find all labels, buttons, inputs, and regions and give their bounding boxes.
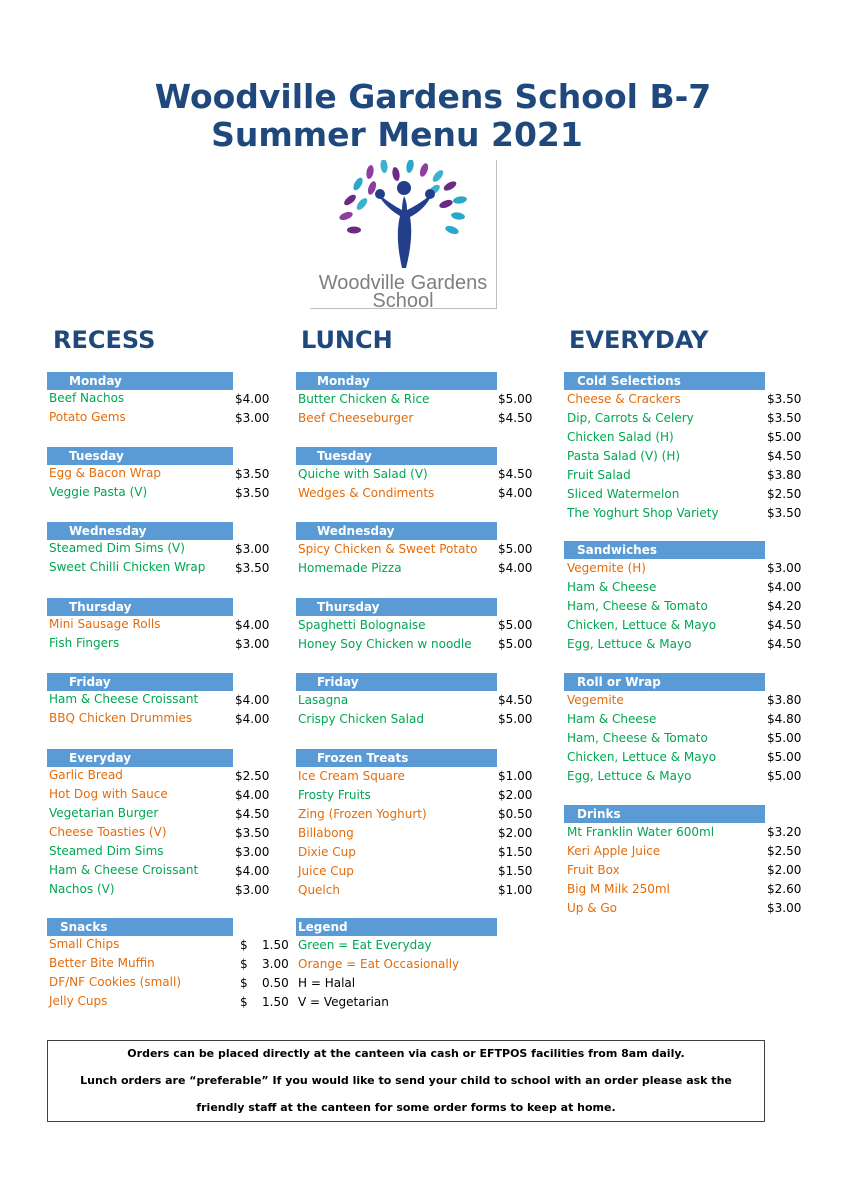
recess-item: Egg & Bacon Wrap bbox=[49, 466, 161, 480]
lunch-item: Spaghetti Bolognaise bbox=[298, 618, 426, 632]
everyday-price: $3.20 bbox=[767, 825, 802, 839]
lunch-item: Zing (Frozen Yoghurt) bbox=[298, 807, 427, 821]
everyday-price: $5.00 bbox=[767, 750, 802, 764]
recess-price: $4.00 bbox=[235, 864, 270, 878]
everyday-item: Big M Milk 250ml bbox=[567, 882, 670, 896]
recess-item: Steamed Dim Sims (V) bbox=[49, 541, 185, 555]
everyday-item: Vegemite bbox=[567, 693, 624, 707]
recess-price: $3.50 bbox=[235, 826, 270, 840]
lunch-price: $1.00 bbox=[498, 883, 533, 897]
everyday-price: $2.50 bbox=[767, 487, 802, 501]
page-subtitle: Summer Menu 2021 bbox=[211, 115, 583, 154]
recess-section-monday: Monday bbox=[47, 372, 233, 390]
recess-section-tuesday: Tuesday bbox=[47, 447, 233, 465]
everyday-item: Ham & Cheese bbox=[567, 580, 657, 594]
recess-price: $3.00 bbox=[235, 883, 270, 897]
snacks-item: Small Chips bbox=[49, 937, 120, 951]
snacks-currency: $ bbox=[240, 995, 248, 1009]
lunch-item: Spicy Chicken & Sweet Potato bbox=[298, 542, 478, 556]
everyday-item: Mt Franklin Water 600ml bbox=[567, 825, 715, 839]
everyday-price: $4.20 bbox=[767, 599, 802, 613]
recess-price: $3.50 bbox=[235, 486, 270, 500]
lunch-price: $5.00 bbox=[498, 712, 533, 726]
recess-item: Beef Nachos bbox=[49, 391, 125, 405]
snacks-section: Snacks bbox=[47, 918, 233, 936]
everyday-item: Sliced Watermelon bbox=[567, 487, 680, 501]
snacks-amount: 1.50 bbox=[262, 938, 289, 952]
snacks-amount: 1.50 bbox=[262, 995, 289, 1009]
everyday-price: $4.00 bbox=[767, 580, 802, 594]
snacks-currency: $ bbox=[240, 957, 248, 971]
everyday-price: $3.50 bbox=[767, 411, 802, 425]
everyday-item: Chicken, Lettuce & Mayo bbox=[567, 750, 717, 764]
recess-section-everyday: Everyday bbox=[47, 749, 233, 767]
recess-item: Ham & Cheese Croissant bbox=[49, 863, 199, 877]
recess-price: $4.00 bbox=[235, 712, 270, 726]
school-logo bbox=[310, 160, 497, 312]
legend-section: Legend bbox=[296, 918, 497, 936]
everyday-price: $3.00 bbox=[767, 561, 802, 575]
everyday-price: $5.00 bbox=[767, 430, 802, 444]
lunch-item: Quiche with Salad (V) bbox=[298, 467, 428, 481]
recess-price: $3.50 bbox=[235, 467, 270, 481]
everyday-item: Chicken Salad (H) bbox=[567, 430, 674, 444]
legend-item: Orange = Eat Occasionally bbox=[298, 957, 460, 971]
recess-item: Veggie Pasta (V) bbox=[49, 485, 148, 499]
everyday-heading: EVERYDAY bbox=[569, 326, 709, 354]
lunch-item: Crispy Chicken Salad bbox=[298, 712, 424, 726]
ordering-notice bbox=[47, 1040, 765, 1122]
lunch-item: Honey Soy Chicken w noodle bbox=[298, 637, 472, 651]
lunch-price: $4.50 bbox=[498, 467, 533, 481]
lunch-item: Homemade Pizza bbox=[298, 561, 402, 575]
lunch-section-wednesday: Wednesday bbox=[296, 522, 497, 540]
recess-price: $3.50 bbox=[235, 561, 270, 575]
everyday-price: $2.50 bbox=[767, 844, 802, 858]
lunch-price: $5.00 bbox=[498, 392, 533, 406]
legend-item: H = Halal bbox=[298, 976, 356, 990]
snacks-amount: 0.50 bbox=[262, 976, 289, 990]
recess-price: $4.00 bbox=[235, 788, 270, 802]
legend-item: Green = Eat Everyday bbox=[298, 938, 432, 952]
everyday-item: Pasta Salad (V) (H) bbox=[567, 449, 681, 463]
lunch-price: $5.00 bbox=[498, 542, 533, 556]
everyday-item: Fruit Box bbox=[567, 863, 620, 877]
recess-price: $3.00 bbox=[235, 845, 270, 859]
everyday-price: $2.00 bbox=[767, 863, 802, 877]
everyday-section-roll-or-wrap: Roll or Wrap bbox=[564, 673, 765, 691]
lunch-price: $2.00 bbox=[498, 788, 533, 802]
everyday-item: Egg, Lettuce & Mayo bbox=[567, 769, 692, 783]
lunch-item: Billabong bbox=[298, 826, 354, 840]
recess-item: Garlic Bread bbox=[49, 768, 123, 782]
recess-item: Potato Gems bbox=[49, 410, 126, 424]
lunch-price: $1.50 bbox=[498, 864, 533, 878]
notice-line-3: friendly staff at the canteen for some order forms to keep at home. bbox=[196, 1101, 616, 1114]
snacks-item: Jelly Cups bbox=[49, 994, 108, 1008]
recess-item: BBQ Chicken Drummies bbox=[49, 711, 193, 725]
recess-price: $4.00 bbox=[235, 618, 270, 632]
legend-item: V = Vegetarian bbox=[298, 995, 389, 1009]
lunch-section-monday: Monday bbox=[296, 372, 497, 390]
recess-item: Steamed Dim Sims bbox=[49, 844, 164, 858]
everyday-price: $3.50 bbox=[767, 392, 802, 406]
everyday-item: Fruit Salad bbox=[567, 468, 631, 482]
recess-price: $4.50 bbox=[235, 807, 270, 821]
everyday-price: $5.00 bbox=[767, 731, 802, 745]
lunch-item: Juice Cup bbox=[298, 864, 354, 878]
lunch-price: $5.00 bbox=[498, 618, 533, 632]
recess-item: Mini Sausage Rolls bbox=[49, 617, 161, 631]
everyday-item: Up & Go bbox=[567, 901, 618, 915]
snacks-item: DF/NF Cookies (small) bbox=[49, 975, 181, 989]
recess-item: Ham & Cheese Croissant bbox=[49, 692, 199, 706]
lunch-section-thursday: Thursday bbox=[296, 598, 497, 616]
lunch-item: Ice Cream Square bbox=[298, 769, 405, 783]
everyday-price: $4.50 bbox=[767, 637, 802, 651]
lunch-section-tuesday: Tuesday bbox=[296, 447, 497, 465]
everyday-price: $3.80 bbox=[767, 693, 802, 707]
recess-price: $3.00 bbox=[235, 411, 270, 425]
recess-price: $2.50 bbox=[235, 769, 270, 783]
snacks-amount: 3.00 bbox=[262, 957, 289, 971]
recess-item: Hot Dog with Sauce bbox=[49, 787, 168, 801]
everyday-item: Chicken, Lettuce & Mayo bbox=[567, 618, 717, 632]
recess-price: $3.00 bbox=[235, 637, 270, 651]
lunch-price: $4.50 bbox=[498, 693, 533, 707]
everyday-price: $3.80 bbox=[767, 468, 802, 482]
everyday-price: $4.80 bbox=[767, 712, 802, 726]
lunch-item: Butter Chicken & Rice bbox=[298, 392, 430, 406]
logo-text-line2: School bbox=[372, 290, 434, 312]
notice-line-2: Lunch orders are “preferable” If you would like to send your child to school with an order please ask the bbox=[80, 1074, 732, 1087]
everyday-section-drinks: Drinks bbox=[564, 805, 765, 823]
lunch-price: $0.50 bbox=[498, 807, 533, 821]
lunch-price: $4.50 bbox=[498, 411, 533, 425]
lunch-section-frozen-treats: Frozen Treats bbox=[296, 749, 497, 767]
lunch-item: Beef Cheeseburger bbox=[298, 411, 414, 425]
everyday-item: Ham & Cheese bbox=[567, 712, 657, 726]
recess-section-friday: Friday bbox=[47, 673, 233, 691]
recess-item: Nachos (V) bbox=[49, 882, 115, 896]
everyday-price: $2.60 bbox=[767, 882, 802, 896]
everyday-item: Vegemite (H) bbox=[567, 561, 646, 575]
lunch-item: Dixie Cup bbox=[298, 845, 356, 859]
lunch-item: Quelch bbox=[298, 883, 340, 897]
snacks-currency: $ bbox=[240, 976, 248, 990]
recess-price: $3.00 bbox=[235, 542, 270, 556]
recess-section-thursday: Thursday bbox=[47, 598, 233, 616]
recess-item: Fish Fingers bbox=[49, 636, 120, 650]
everyday-section-cold-selections: Cold Selections bbox=[564, 372, 765, 390]
everyday-item: Ham, Cheese & Tomato bbox=[567, 599, 708, 613]
lunch-price: $4.00 bbox=[498, 486, 533, 500]
recess-item: Sweet Chilli Chicken Wrap bbox=[49, 560, 206, 574]
everyday-item: Ham, Cheese & Tomato bbox=[567, 731, 708, 745]
lunch-price: $4.00 bbox=[498, 561, 533, 575]
page-title: Woodville Gardens School B-7 bbox=[154, 77, 712, 116]
everyday-price: $4.50 bbox=[767, 449, 802, 463]
recess-section-wednesday: Wednesday bbox=[47, 522, 233, 540]
snacks-item: Better Bite Muffin bbox=[49, 956, 155, 970]
recess-price: $4.00 bbox=[235, 693, 270, 707]
everyday-price: $3.00 bbox=[767, 901, 802, 915]
recess-price: $4.00 bbox=[235, 392, 270, 406]
lunch-price: $5.00 bbox=[498, 637, 533, 651]
lunch-heading: LUNCH bbox=[301, 326, 393, 354]
lunch-item: Frosty Fruits bbox=[298, 788, 371, 802]
everyday-item: Dip, Carrots & Celery bbox=[567, 411, 694, 425]
everyday-section-sandwiches: Sandwiches bbox=[564, 541, 765, 559]
everyday-item: Cheese & Crackers bbox=[567, 392, 681, 406]
everyday-item: Egg, Lettuce & Mayo bbox=[567, 637, 692, 651]
lunch-price: $1.50 bbox=[498, 845, 533, 859]
lunch-item: Wedges & Condiments bbox=[298, 486, 435, 500]
notice-line-1: Orders can be placed directly at the canteen via cash or EFTPOS facilities from 8am daily. bbox=[127, 1047, 685, 1060]
everyday-price: $3.50 bbox=[767, 506, 802, 520]
recess-item: Vegetarian Burger bbox=[49, 806, 159, 820]
recess-item: Cheese Toasties (V) bbox=[49, 825, 167, 839]
snacks-currency: $ bbox=[240, 938, 248, 952]
tree-people-icon bbox=[310, 160, 496, 270]
lunch-item: Lasagna bbox=[298, 693, 349, 707]
recess-heading: RECESS bbox=[53, 326, 156, 354]
lunch-price: $1.00 bbox=[498, 769, 533, 783]
logo-text-line1: Woodville Gardens bbox=[318, 272, 488, 294]
everyday-item: Keri Apple Juice bbox=[567, 844, 661, 858]
lunch-section-friday: Friday bbox=[296, 673, 497, 691]
everyday-price: $5.00 bbox=[767, 769, 802, 783]
everyday-item: The Yoghurt Shop Variety bbox=[567, 506, 719, 520]
lunch-price: $2.00 bbox=[498, 826, 533, 840]
everyday-price: $4.50 bbox=[767, 618, 802, 632]
